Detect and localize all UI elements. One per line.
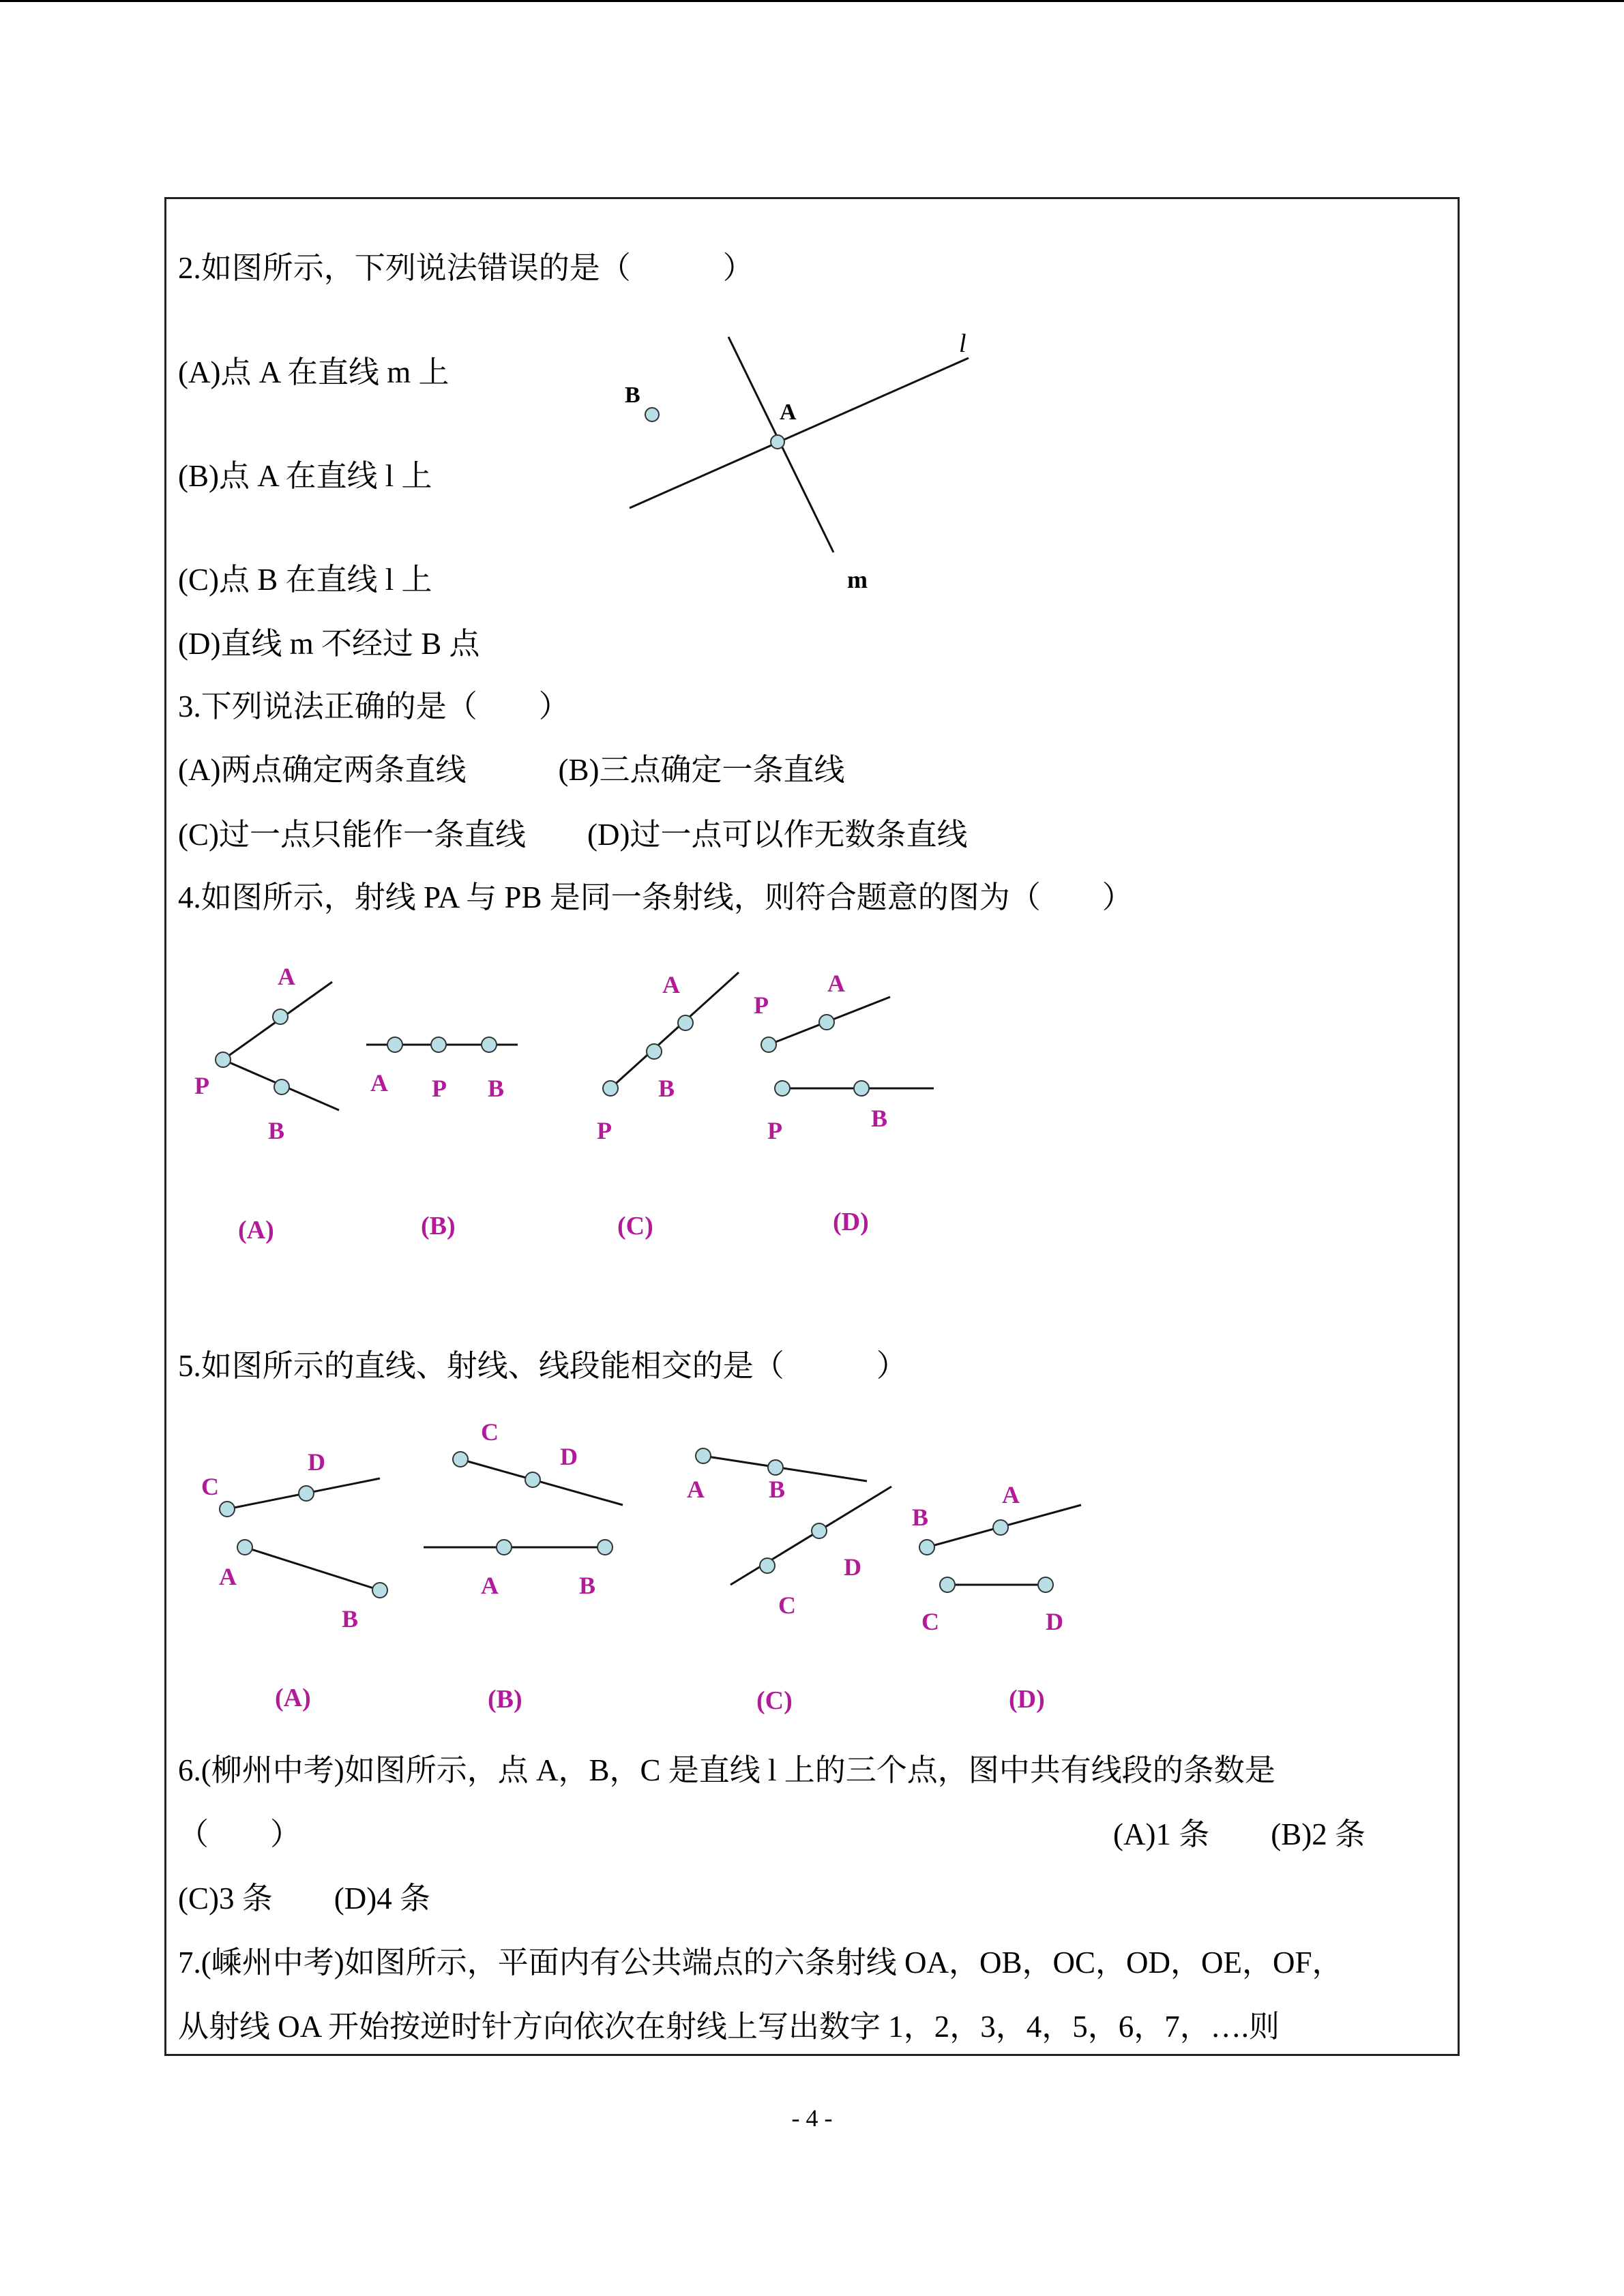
fig4b-label-p: P — [432, 1075, 447, 1102]
fig4d-point-b — [854, 1081, 869, 1096]
fig5d-point-d — [1038, 1577, 1053, 1592]
fig4-caption-b: (B) — [421, 1212, 456, 1240]
fig4d-label-b: B — [871, 1105, 888, 1132]
q7-line1: 7.(嵊州中考)如图所示，平面内有公共端点的六条射线 OA，OB，OC，OD，OE，OF， — [178, 1945, 1343, 1980]
fig4c-label-b: B — [658, 1075, 675, 1102]
fig5c-point-a — [696, 1448, 711, 1463]
q6-paren: （ ） — [178, 1817, 301, 1851]
fig4c-label-a: A — [662, 971, 680, 998]
fig5b-label-c: C — [481, 1418, 499, 1446]
q6-stem: 6.(柳州中考)如图所示，点 A，B，C 是直线 l 上的三个点，图中共有线段的条数是 — [178, 1753, 1275, 1787]
fig5a-point-d — [299, 1486, 314, 1501]
q6-options-cd: (C)3 条 (D)4 条 — [178, 1881, 430, 1915]
top-rule — [0, 0, 1624, 2]
fig5d-point-b — [919, 1540, 934, 1555]
fig5d-label-d: D — [1046, 1608, 1063, 1635]
q2-option-b: (B)点 A 在直线 l 上 — [178, 459, 432, 493]
fig5d-point-a — [993, 1520, 1008, 1535]
fig4b-label-a: A — [370, 1069, 388, 1097]
fig5a-point-b — [372, 1583, 387, 1598]
fig4a-label-b: B — [268, 1117, 285, 1144]
q4-figures — [164, 941, 1460, 1268]
fig4d-point-a — [819, 1015, 834, 1030]
fig5d-label-a: A — [1002, 1481, 1020, 1508]
fig5b-point-c — [453, 1452, 468, 1467]
fig5c-point-c — [760, 1558, 775, 1573]
fig5b-point-d — [525, 1472, 540, 1487]
fig4-caption-d: (D) — [833, 1208, 869, 1236]
q4-stem: 4.如图所示，射线 PA 与 PB 是同一条射线，则符合题意的图为（ ） — [178, 880, 1133, 914]
fig5a-point-a — [237, 1540, 252, 1555]
fig5d-label-b: B — [912, 1504, 929, 1531]
fig5c-label-a: A — [687, 1476, 705, 1503]
q5-figures — [164, 1405, 1460, 1732]
q5-stem: 5.如图所示的直线、射线、线段能相交的是（ ） — [178, 1349, 907, 1383]
fig5b-label-a: A — [481, 1572, 499, 1599]
fig4b-point-a — [387, 1037, 402, 1052]
q3-row1: (A)两点确定两条直线 (B)三点确定一条直线 — [178, 753, 845, 787]
fig5d-point-c — [940, 1577, 955, 1592]
fig4c-point-b — [647, 1044, 662, 1059]
fig4a-point-a — [273, 1009, 288, 1024]
fig4a-point-b — [274, 1079, 289, 1094]
fig4d-point-p1 — [761, 1037, 776, 1052]
line-l — [630, 358, 969, 508]
fig4c-point-a — [678, 1015, 693, 1030]
fig4d-label-a: A — [827, 970, 845, 997]
fig5b-label-b: B — [579, 1572, 596, 1599]
fig5-caption-a: (A) — [275, 1684, 311, 1712]
fig5c-point-d — [812, 1523, 827, 1538]
fig5d-label-c: C — [921, 1608, 939, 1635]
q2-option-a: (A)点 A 在直线 m 上 — [178, 355, 449, 389]
fig5c-label-d: D — [844, 1553, 861, 1581]
fig5b-point-a — [497, 1540, 512, 1555]
fig4b-point-p — [431, 1037, 446, 1052]
fig4-caption-a: (A) — [238, 1216, 274, 1244]
fig5c-label-b: B — [769, 1476, 786, 1503]
q2-figure — [600, 320, 982, 607]
point-a — [771, 435, 784, 449]
q7-line2: 从射线 OA 开始按逆时针方向依次在射线上写出数字 1，2，3，4，5，6，7，….则 — [178, 2010, 1280, 2044]
fig4b-point-b — [482, 1037, 497, 1052]
fig4-caption-c: (C) — [617, 1212, 653, 1240]
fig4a-label-a: A — [278, 963, 295, 990]
q2-option-d: (D)直线 m 不经过 B 点 — [178, 627, 480, 661]
fig5a-label-c: C — [201, 1473, 219, 1500]
fig5-caption-d: (D) — [1009, 1685, 1045, 1714]
q2-stem: 2.如图所示，下列说法错误的是（ ） — [178, 251, 754, 285]
fig5b-label-d: D — [560, 1443, 578, 1470]
q2-option-c: (C)点 B 在直线 l 上 — [178, 563, 432, 597]
label-m: m — [847, 566, 868, 593]
fig4c-label-p: P — [597, 1117, 612, 1144]
q6-options-ab: (A)1 条 (B)2 条 — [1113, 1817, 1365, 1851]
q3-stem: 3.下列说法正确的是（ ） — [178, 689, 570, 724]
fig5a-label-b: B — [342, 1605, 359, 1632]
fig4c-point-p — [603, 1081, 618, 1096]
q3-row2: (C)过一点只能作一条直线 (D)过一点可以作无数条直线 — [178, 818, 968, 852]
fig5-caption-c: (C) — [756, 1686, 793, 1715]
fig5-caption-b: (B) — [488, 1685, 522, 1714]
fig5c-label-c: C — [778, 1592, 796, 1619]
fig4d-label-p2: P — [767, 1117, 782, 1144]
label-b: B — [625, 383, 640, 408]
page-number: - 4 - — [791, 2104, 833, 2132]
fig5a-label-a: A — [219, 1563, 237, 1590]
point-b — [645, 408, 659, 421]
fig4d-point-p2 — [775, 1081, 790, 1096]
fig5a-point-c — [220, 1502, 235, 1517]
label-l: l — [959, 329, 966, 358]
fig5c-point-b — [768, 1460, 783, 1475]
fig4a-point-p — [216, 1052, 231, 1067]
fig5b-point-b — [597, 1540, 612, 1555]
fig4b-label-b: B — [488, 1075, 505, 1102]
fig4a-label-p: P — [194, 1072, 209, 1099]
fig5a-label-d: D — [308, 1448, 325, 1476]
fig4d-label-p1: P — [754, 992, 769, 1019]
label-a: A — [780, 400, 797, 425]
